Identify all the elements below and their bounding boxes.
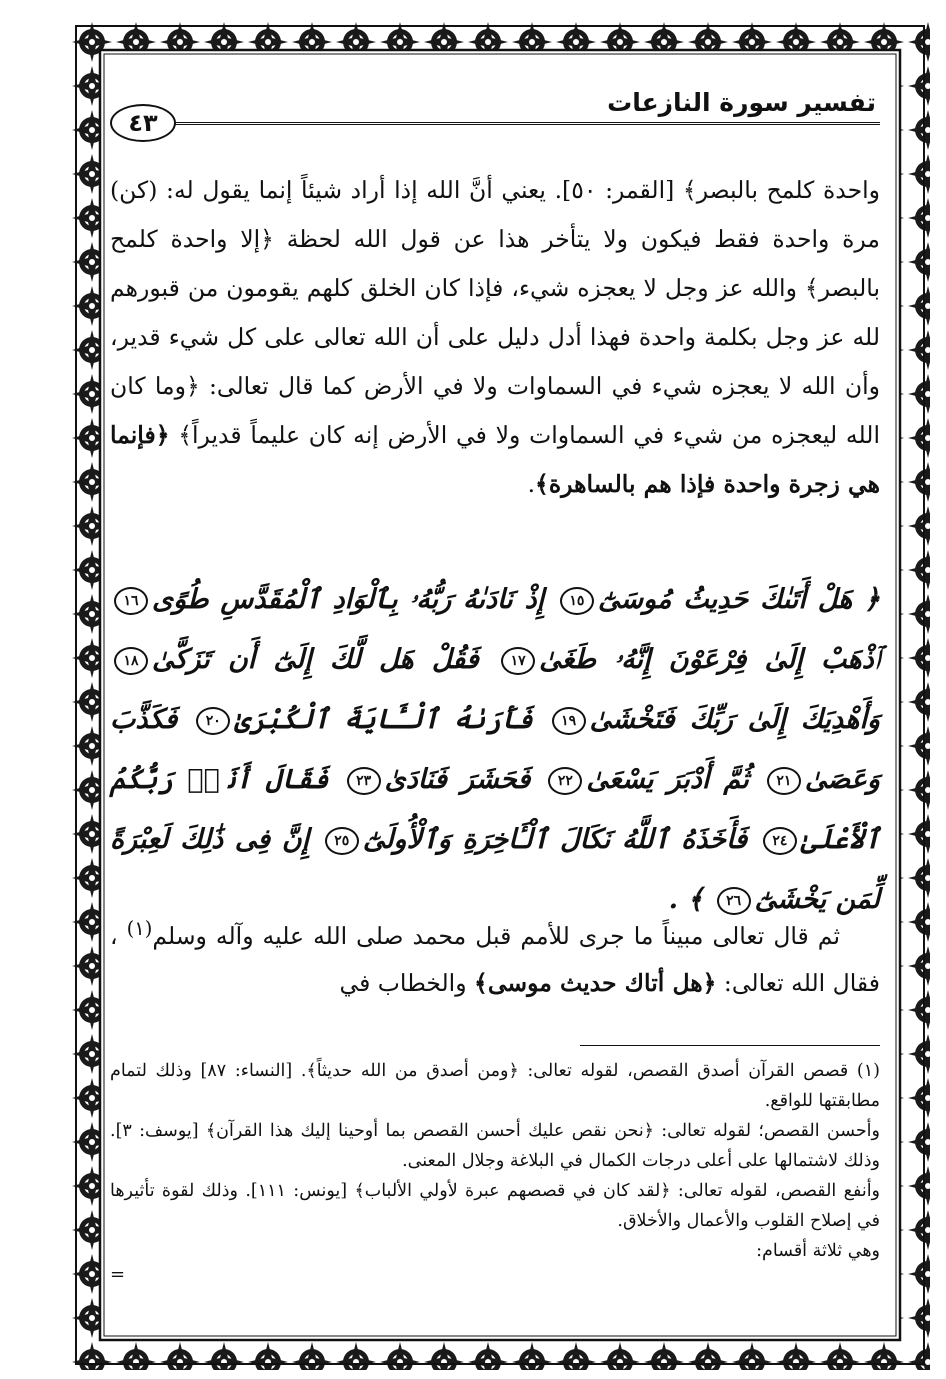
body-text: والخطاب في	[339, 968, 467, 997]
punctuation: .	[668, 884, 679, 915]
page-header	[110, 86, 880, 136]
ayah-number: ١٥	[560, 587, 594, 615]
ayah: ٱذْهَبْ إِلَىٰ فِرْعَوْنَ إِنَّهُۥ طَغَىٰ	[539, 644, 880, 675]
ayah: فَأَرَىٰهُ ٱلْـَٔايَةَ ٱلْكُبْرَىٰ	[234, 704, 533, 735]
ayah-number: ٢٠	[196, 707, 230, 735]
punctuation: .	[527, 470, 536, 498]
quran-quote: وما كان الله ليعجزه من شيء في السماوات ولا في الأرض إنه كان عليماً قديراً	[110, 372, 880, 449]
footnote: وأحسن القصص؛ لقوله تعالى: ﴿نحن نقص عليك أحسن القصص بما أوحينا إليك هذا القرآن﴾ [يوسف: ٣]. وذلك لاشتمالها على أعلى درجات الكمال في البلاغة وجلال المعنى.	[110, 1121, 880, 1171]
ayah-number: ٢٤	[763, 827, 797, 855]
footnote: وأنفع القصص، لقوله تعالى: ﴿لقد كان في قصصهم عبرة لأولي الألباب﴾ [يونس: ١١١]. وذلك لقوة تأثيرها في إصلاح القلوب والأعمال والأخلاق.	[110, 1181, 881, 1231]
ayah-number: ١٩	[552, 707, 586, 735]
ayah: ثُمَّ أَدْبَرَ يَسْعَىٰ	[586, 764, 749, 795]
continuation-mark: =	[110, 1264, 126, 1285]
surah-reference: [القمر: ٥٠].	[554, 176, 675, 204]
footnote-separator	[580, 1045, 880, 1046]
ayah-number: ٢٣	[347, 767, 381, 795]
ayah: فَقَالَ أَنَا۠ رَبُّكُمُ ٱلْأَعْلَىٰ	[110, 764, 881, 855]
body-text: والله عز وجل لا يعجزه شيء، فإذا كان الخلق كلهم يقومون من قبورهم لله عز وجل بكلمة واحدة فهذا أدل دليل على أن الله تعالى على كل شيء قدير، وأن الله لا يعجزه شيء في السماوات ولا في الأرض كما قال تعالى:	[110, 274, 880, 400]
ayah: فَأَخَذَهُ ٱللَّهُ نَكَالَ ٱلْـَٔاخِرَةِ وَٱلْأُولَىٰٓ	[362, 824, 748, 855]
footnotes	[110, 1056, 880, 1266]
ayah: فَحَشَرَ فَنَادَىٰ	[384, 764, 531, 795]
ayah-number: ٢٦	[717, 887, 751, 915]
quran-quote: إلا واحدة كلمح بالبصر	[110, 225, 880, 302]
ayah-number: ٢١	[767, 767, 801, 795]
page-number: ٤٣	[110, 104, 176, 142]
ayah: فَقُلْ هَل لَّكَ إِلَىٰٓ أَن تَزَكَّىٰ	[152, 644, 479, 675]
body-paragraph: واحدة كلمح بالبصر﴾ [القمر: ٥٠]. يعني أنَّ الله إذا أراد شيئاً إنما يقول له: (كن) مرة واحدة فقط فيكون ولا يتأخر هذا عن قول الله لحظة ﴿إلا واحدة كلمح بالبصر﴾ والله عز وجل لا يعجزه شيء، فإذا كان الخلق كلهم يقومون من قبورهم لله عز وجل بكلمة واحدة فهذا أدل دليل على أن الله تعالى على كل شيء قدير، وأن الله لا يعجزه شيء في السماوات ولا في الأرض كما قال تعالى: ﴿وما كان الله ليعجزه من شيء في السماوات ولا في الأرض إنه كان عليماً قديراً﴾ ﴿فإنما هي زجرة واحدة فإذا هم بالساهرة﴾.	[110, 176, 880, 498]
body-text: ، فقال الله تعالى:	[110, 921, 880, 997]
footnote-marker[interactable]: (١)	[126, 917, 153, 940]
page-content	[110, 80, 880, 1310]
ayah-number: ٢٥	[325, 827, 359, 855]
ayah-number: ١٦	[114, 587, 148, 615]
ayah-number: ١٨	[114, 647, 148, 675]
running-title: تفسير سورة النازعات	[607, 88, 876, 117]
ayah-number: ٢٢	[548, 767, 582, 795]
footnote: (١) قصص القرآن أصدق القصص، لقوله تعالى: ﴿ومن أصدق من الله حديثاً﴾. [النساء: ٨٧] وذلك لتمام مطابقتها للواقع.	[110, 1061, 880, 1111]
header-rule	[170, 122, 880, 125]
quran-quote-bold: هل أتاك حديث موسى	[487, 968, 703, 997]
ayah: هَلْ أَتَىٰكَ حَدِيثُ مُوسَىٰٓ	[597, 584, 853, 615]
ayah: إِنَّ فِى ذَٰلِكَ لَعِبْرَةً لِّمَن يَخْشَىٰٓ	[110, 824, 880, 915]
body-text: ثم قال تعالى مبيناً ما جرى للأمم قبل محمد صلى الله عليه وآله وسلم	[152, 921, 840, 950]
ayah-number: ١٧	[501, 647, 535, 675]
quote-fragment: واحدة كلمح بالبصر	[696, 176, 880, 204]
footnote: وهي ثلاثة أقسام:	[756, 1241, 880, 1261]
ayah: وَأَهْدِيَكَ إِلَىٰ رَبِّكَ فَتَخْشَىٰ	[589, 704, 880, 735]
ayah: إِذْ نَادَىٰهُ رَبُّهُۥ بِٱلْوَادِ ٱلْمُقَدَّسِ طُوًى	[152, 584, 545, 615]
ayah: فَكَذَّبَ وَعَصَىٰ	[110, 704, 880, 795]
body-paragraph-2: ثم قال تعالى مبيناً ما جرى للأمم قبل محمد صلى الله عليه وآله وسلم$^{(١)}$ ، فقال الله تعالى: ﴿هل أتاك حديث موسى﴾ والخطاب في	[110, 917, 880, 997]
body-text: يعني أنَّ الله إذا أراد شيئاً إنما يقول له: (كن) مرة واحدة فقط فيكون ولا يتأخر هذا عن قول الله لحظة	[110, 176, 880, 253]
quran-quote-bold: فإنما هي زجرة واحدة فإذا هم بالساهرة	[110, 421, 880, 498]
quran-passage: ﴿ هَلْ أَتَىٰكَ حَدِيثُ مُوسَىٰٓ١٥ إِذْ نَادَىٰهُ رَبُّهُۥ بِٱلْوَادِ ٱلْمُقَدَّسِ طُوًى١٦ ٱذْهَبْ إِلَىٰ فِرْعَوْنَ إِنَّهُۥ طَغَىٰ١٧ فَقُلْ هَل لَّكَ إِلَىٰٓ أَن تَزَكَّىٰ١٨ وَأَهْدِيَكَ إِلَىٰ رَبِّكَ فَتَخْشَىٰ١٩ فَأَرَىٰهُ ٱلْـَٔايَةَ ٱلْكُبْرَىٰ٢٠ فَكَذَّبَ وَعَصَىٰ٢١ ثُمَّ أَدْبَرَ يَسْعَىٰ٢٢ فَحَشَرَ فَنَادَىٰ٢٣ فَقَالَ أَنَا۠ رَبُّكُمُ ٱلْأَعْلَىٰ٢٤ فَأَخَذَهُ ٱللَّهُ نَكَالَ ٱلْـَٔاخِرَةِ وَٱلْأُولَىٰٓ٢٥ إِنَّ فِى ذَٰلِكَ لَعِبْرَةً لِّمَن يَخْشَىٰٓ٢٦ ﴾ .	[110, 584, 881, 915]
